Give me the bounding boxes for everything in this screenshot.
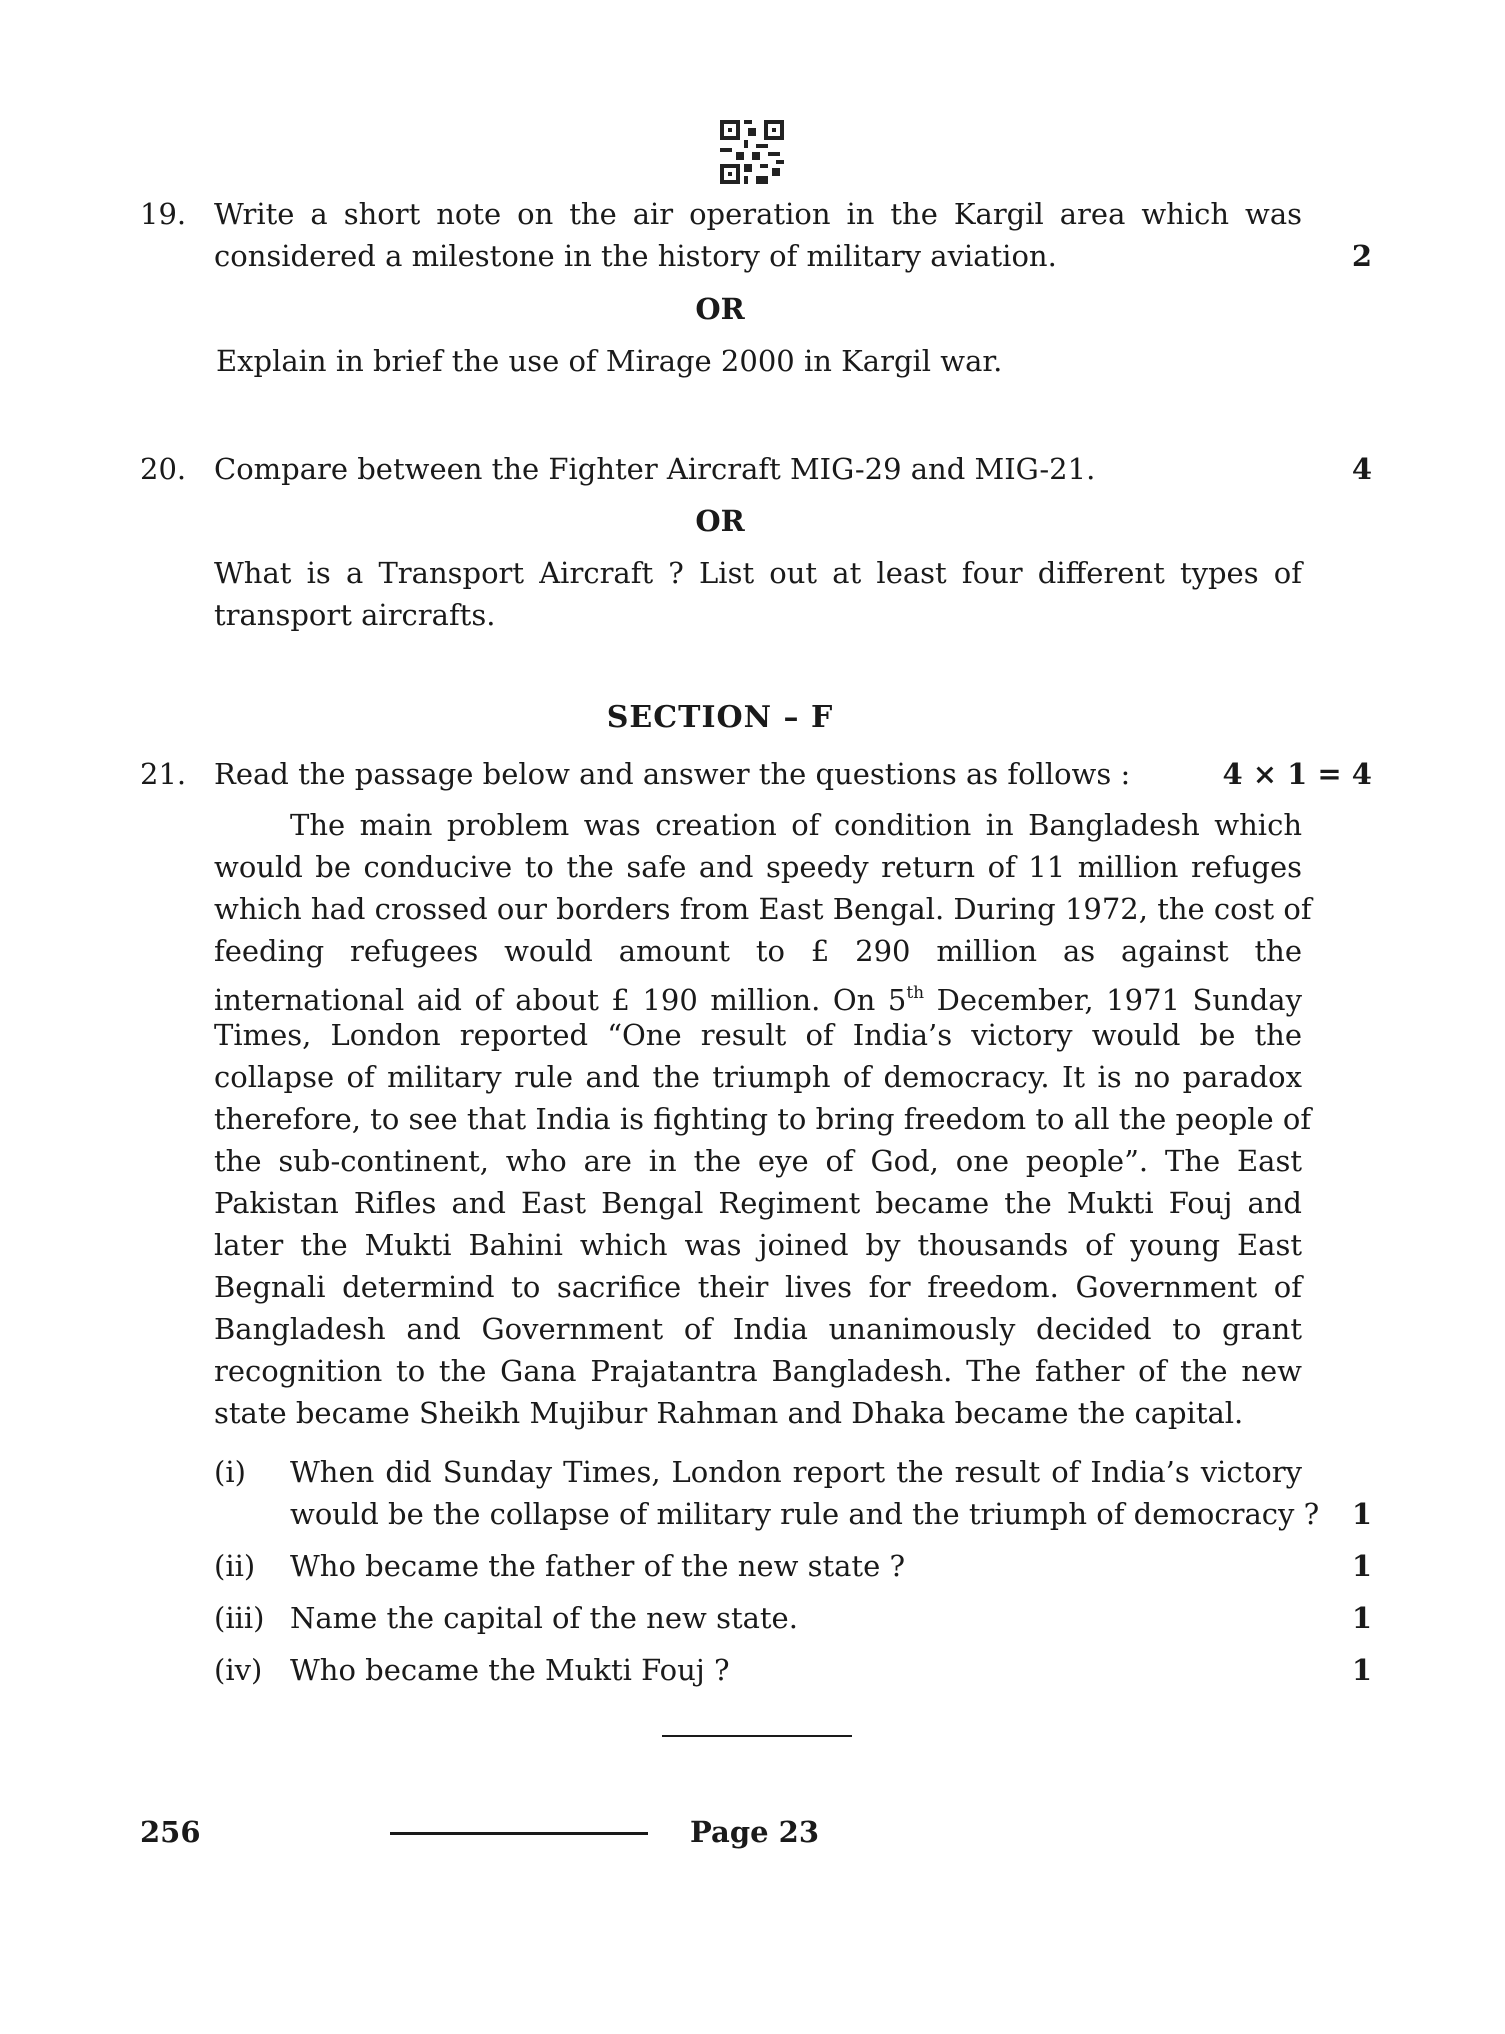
sub-question-text: When did Sunday Times, London report the result of India’s victory	[290, 1455, 1302, 1489]
question-19-alternative: Explain in brief the use of Mirage 2000 in Kargil war.	[216, 344, 1003, 378]
passage	[214, 804, 1312, 1434]
question-19-text-line2: considered a milestone in the history of military aviation.	[214, 239, 1057, 273]
sub-question-marks: 1	[1351, 1497, 1372, 1531]
passage-line: Bangladesh and Government of India unanimously decided to grant	[214, 1312, 1302, 1346]
passage-line: collapse of military rule and the triumph of democracy. It is no paradox	[214, 1060, 1302, 1094]
passage-segment: international aid of about £ 190 million. On 5	[214, 983, 907, 1017]
question-20-alternative-line1: What is a Transport Aircraft ? List out at least four different types of	[214, 556, 1302, 590]
passage-line: would be conducive to the safe and speedy return of 11 million refuges	[214, 850, 1302, 884]
footer-divider	[390, 1832, 648, 1835]
sub-question-text: Who became the Mukti Fouj ?	[290, 1653, 730, 1687]
passage-line: therefore, to see that India is fighting to bring freedom to all the people of	[214, 1102, 1312, 1136]
passage-line: Times, London reported “One result of India’s victory would be the	[214, 1018, 1302, 1052]
passage-line: The main problem was creation of condition in Bangladesh which	[290, 808, 1302, 842]
sub-question-label: (iii)	[214, 1601, 265, 1635]
sub-question-text: Name the capital of the new state.	[290, 1601, 798, 1635]
question-20-or: OR	[695, 504, 745, 538]
question-21-marks: 4 × 1 = 4	[1222, 757, 1372, 791]
question-21-number: 21.	[140, 757, 187, 791]
sub-question-label: (iv)	[214, 1653, 263, 1687]
sub-question-marks: 1	[1351, 1549, 1372, 1583]
sub-question-label: (ii)	[214, 1549, 256, 1583]
passage-line: later the Mukti Bahini which was joined by thousands of young East	[214, 1228, 1302, 1262]
question-20-text: Compare between the Fighter Aircraft MIG-29 and MIG-21.	[214, 452, 1096, 486]
passage-line-with-superscript	[214, 972, 1302, 1017]
sub-question-text: Who became the father of the new state ?	[290, 1549, 906, 1583]
sub-question-text: would be the collapse of military rule and the triumph of democracy ?	[290, 1497, 1320, 1531]
question-19-or: OR	[695, 292, 745, 326]
passage-line: feeding refugees would amount to £ 290 million as against the	[214, 934, 1302, 968]
passage-line: which had crossed our borders from East Bengal. During 1972, the cost of	[214, 892, 1312, 926]
ordinal-superscript: th	[906, 983, 925, 1003]
question-19-marks: 2	[1351, 239, 1372, 273]
passage-segment: December, 1971 Sunday	[924, 983, 1302, 1017]
qr-code-icon	[720, 120, 784, 184]
question-20-marks: 4	[1351, 452, 1372, 486]
end-of-section-divider	[662, 1735, 852, 1737]
paper-code: 256	[140, 1815, 201, 1849]
passage-line: state became Sheikh Mujibur Rahman and Dhaka became the capital.	[214, 1396, 1244, 1430]
question-21-intro: Read the passage below and answer the questions as follows :	[214, 757, 1131, 791]
passage-line: Pakistan Rifles and East Bengal Regiment became the Mukti Fouj and	[214, 1186, 1302, 1220]
passage-line: Begnali determind to sacrifice their lives for freedom. Government of	[214, 1270, 1302, 1304]
sub-question-label: (i)	[214, 1455, 246, 1489]
passage-line: recognition to the Gana Prajatantra Bangladesh. The father of the new	[214, 1354, 1302, 1388]
sub-question-marks: 1	[1351, 1601, 1372, 1635]
question-19-text-line1: Write a short note on the air operation in the Kargil area which was	[214, 197, 1302, 231]
question-20-alternative-line2: transport aircrafts.	[214, 598, 496, 632]
passage-line: the sub-continent, who are in the eye of God, one people”. The East	[214, 1144, 1302, 1178]
page-number: Page 23	[690, 1815, 819, 1849]
section-title: SECTION – F	[606, 700, 834, 735]
question-19-number: 19.	[140, 197, 187, 231]
question-20-number: 20.	[140, 452, 187, 486]
sub-question-marks: 1	[1351, 1653, 1372, 1687]
